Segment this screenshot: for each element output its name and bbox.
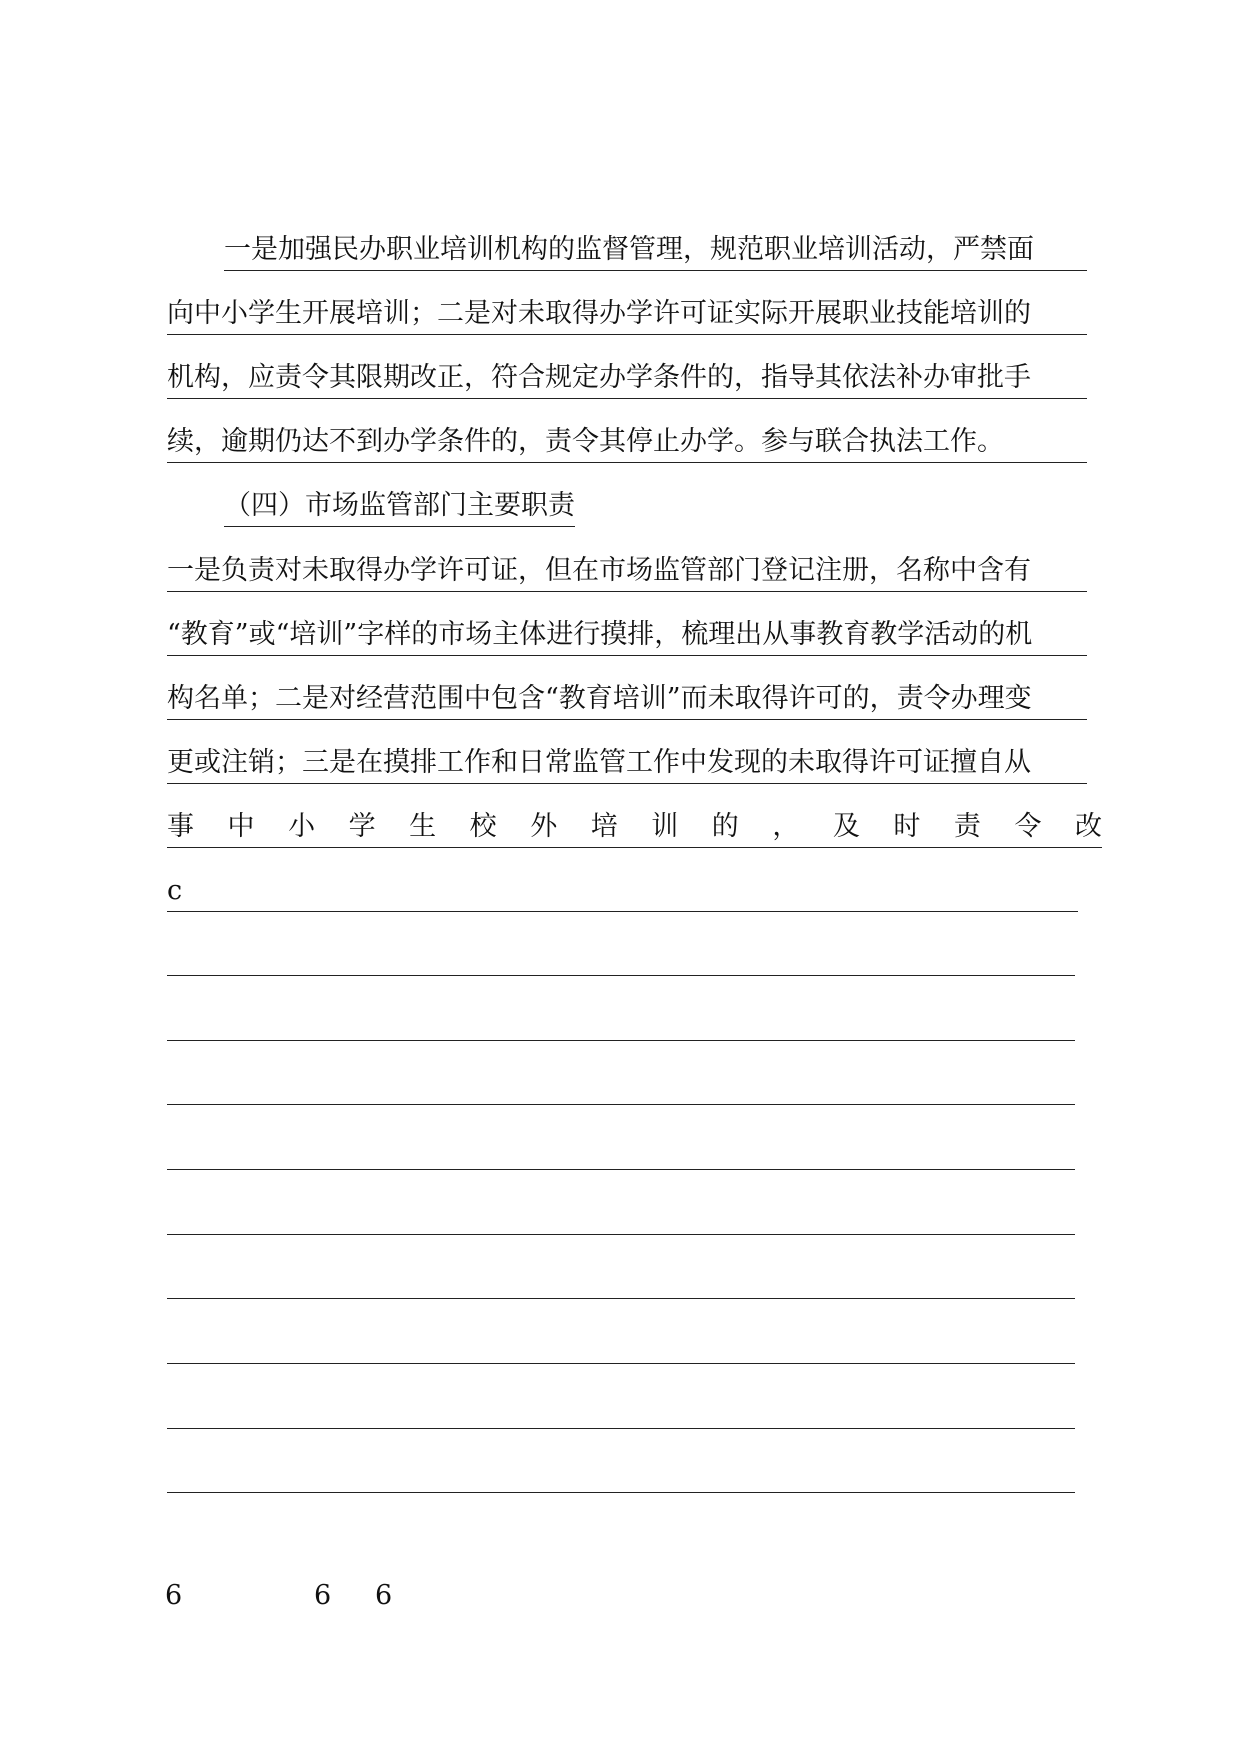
paragraph1-line-3: 机构，应责令其限期改正，符合规定办学条件的，指导其依法补办审批手 — [167, 358, 1087, 399]
footer-mark-3: 6 — [375, 1580, 393, 1611]
footer-mark-1: 6 — [165, 1580, 183, 1611]
paragraph2-line-5: 事 中 小 学 生 校 外 培 训 的 ， 及 时 责 令 改 — [167, 807, 1102, 848]
blank-rule-7 — [167, 1363, 1075, 1364]
paragraph2-line-3: 构名单；二是对经营范围中包含“教育培训”而未取得许可的，责令办理变 — [167, 679, 1087, 720]
paragraph1-line-2: 向中小学生开展培训；二是对未取得办学许可证实际开展职业技能培训的 — [167, 294, 1087, 335]
paragraph1-line-1: 一是加强民办职业培训机构的监督管理，规范职业培训活动，严禁面 — [224, 230, 1087, 271]
paragraph1-line-4: 续，逾期仍达不到办学条件的，责令其停止办学。参与联合执法工作。 — [167, 422, 1087, 463]
blank-rule-3 — [167, 1104, 1075, 1105]
paragraph2-line-1: 一是负责对未取得办学许可证，但在市场监管部门登记注册，名称中含有 — [167, 551, 1087, 592]
paragraph2-line-4: 更或注销；三是在摸排工作和日常监管工作中发现的未取得许可证擅自从 — [167, 743, 1087, 784]
blank-rule-5 — [167, 1234, 1075, 1235]
paragraph2-line-2: “教育”或“培训”字样的市场主体进行摸排，梳理出从事教育教学活动的机 — [167, 615, 1087, 656]
blank-rule-2 — [167, 1040, 1075, 1041]
section-heading: （四）市场监管部门主要职责 — [224, 486, 575, 527]
blank-rule-4 — [167, 1169, 1075, 1170]
blank-rule-1 — [167, 975, 1075, 976]
blank-rule-8 — [167, 1428, 1075, 1429]
paragraph2-line-6: c — [167, 871, 1078, 912]
blank-rule-9 — [167, 1492, 1075, 1493]
blank-rule-6 — [167, 1298, 1075, 1299]
footer-mark-2: 6 — [314, 1580, 332, 1611]
